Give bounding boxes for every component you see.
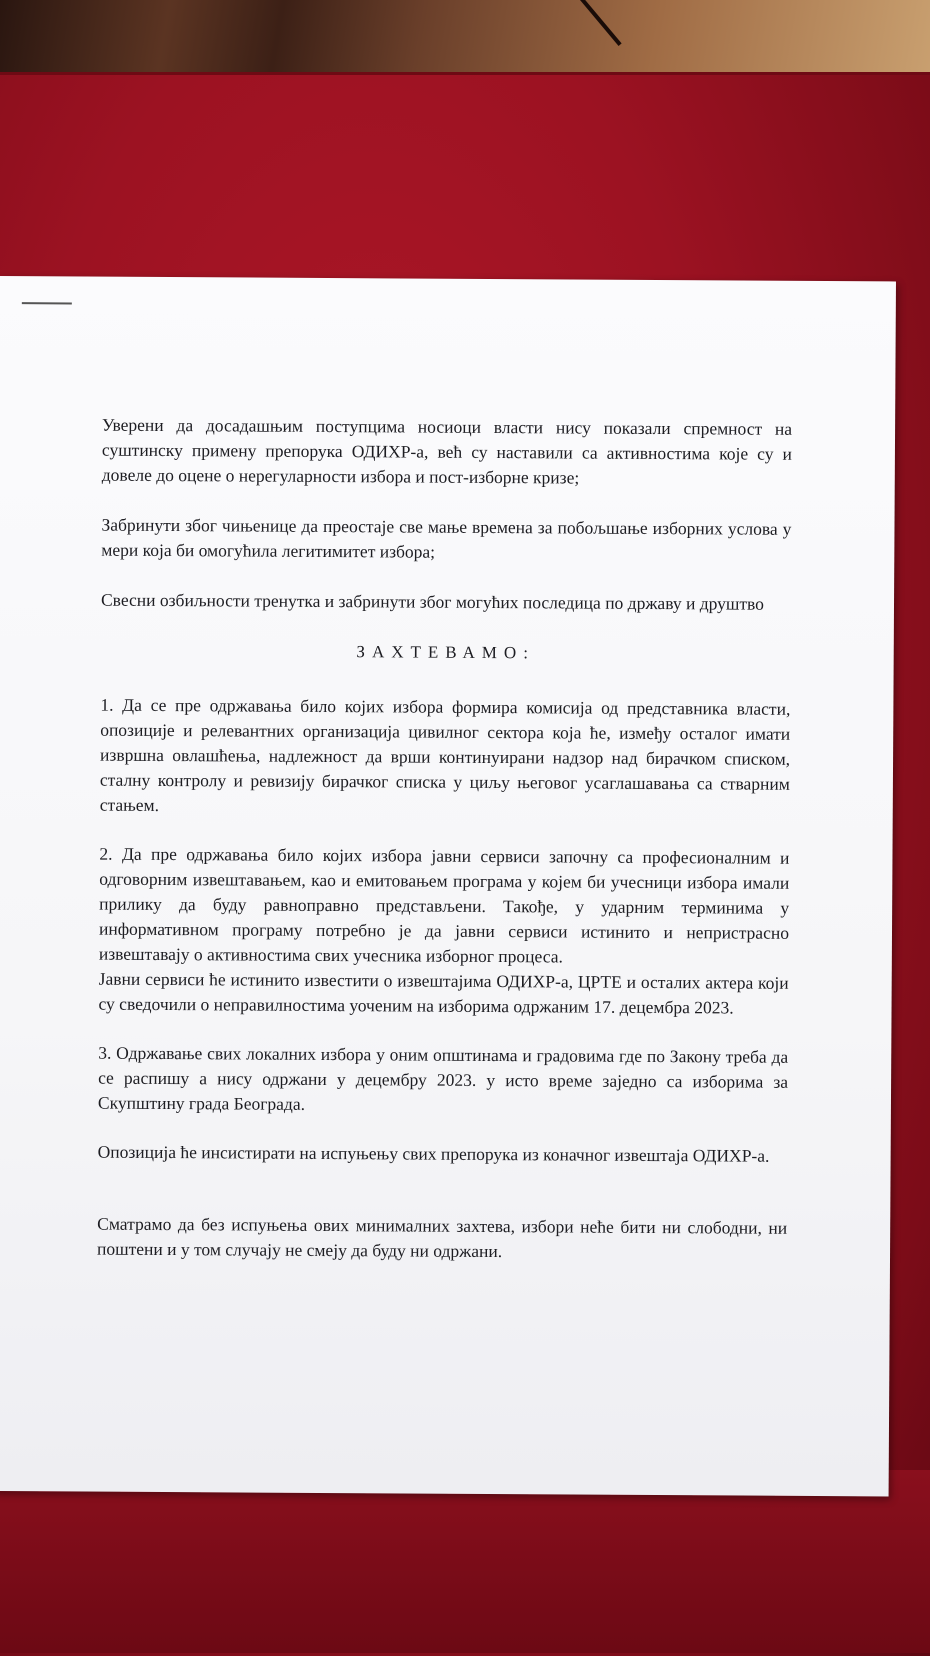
intro-paragraph-1: Уверени да досадашњим поступцима носиоци власти нису показали спремност на суштинску примену препорука ОДИХР-а, већ су наставили са активностима које су и довеле до оцене о нерегуларности избора и пост-изборне кризе; [101,414,793,488]
demand-2-continued: Јавни сервиси ће истинито известити о извештајима ОДИХР-а, ЦРТЕ и осталих актера који су сведочили о неправилностима уоченим на изборима одржаним 17. децембра 2023. [98,968,789,1018]
folder-bottom-edge [0,1470,930,1653]
demand-2: 2. Да пре одржавања било којих избора јавни сервиси започну са професионалним и одговорним извештавањем, као и емитовањем програма у којем би учесници избора имали прилику да буду равноправно представљени. Такође, у ударним терминима у информативном програму потребно је да јавни сервиси истинито и непристрасно извештавају о активностима свих учесника изборног процеса. [98,843,790,967]
demands-heading: ЗАХТЕВАМО: [356,642,536,663]
demand-3: 3. Одржавање свих локалних избора у оним општинама и градовима где по Закону треба да се распишу а нису одржани у децембру 2023. у исто време заједно са изборима за Скупштину града Београда. [97,1042,789,1114]
intro-paragraph-3: Свесни озбиљности тренутка и забринути због могућих последица по државу и друштво [100,589,765,614]
intro-paragraph-2: Забринути због чињенице да преостаје све мање времена за побољшање изборних услова у мери која би омогућила легитимитет избора; [101,514,792,562]
demand-1: 1. Да се пре одржавања било којих избора формира комисија од представника власти, опозиције и релевантних организација цивилног сектора која ће, између осталог имати извршна овлашћења, надлежност да врши континуирани надзор над бирачком списком, сталну контролу и ревизију бирачког списка у циљу његовог усаглашавања са стварним стањем. [99,694,791,815]
closing-paragraph-2: Сматрамо да без испуњења ових минималних захтева, избори неће бити ни слободни, ни поштени и у том случају не смеју да буду ни одржани. [96,1213,788,1262]
closing-paragraph-1: Опозиција ће инсистирати на испуњењу свих препорука из коначног извештаја ОДИХР-а. [97,1141,770,1166]
page-mark [22,302,72,304]
document-body [97,413,792,1291]
document-page [0,276,896,1496]
